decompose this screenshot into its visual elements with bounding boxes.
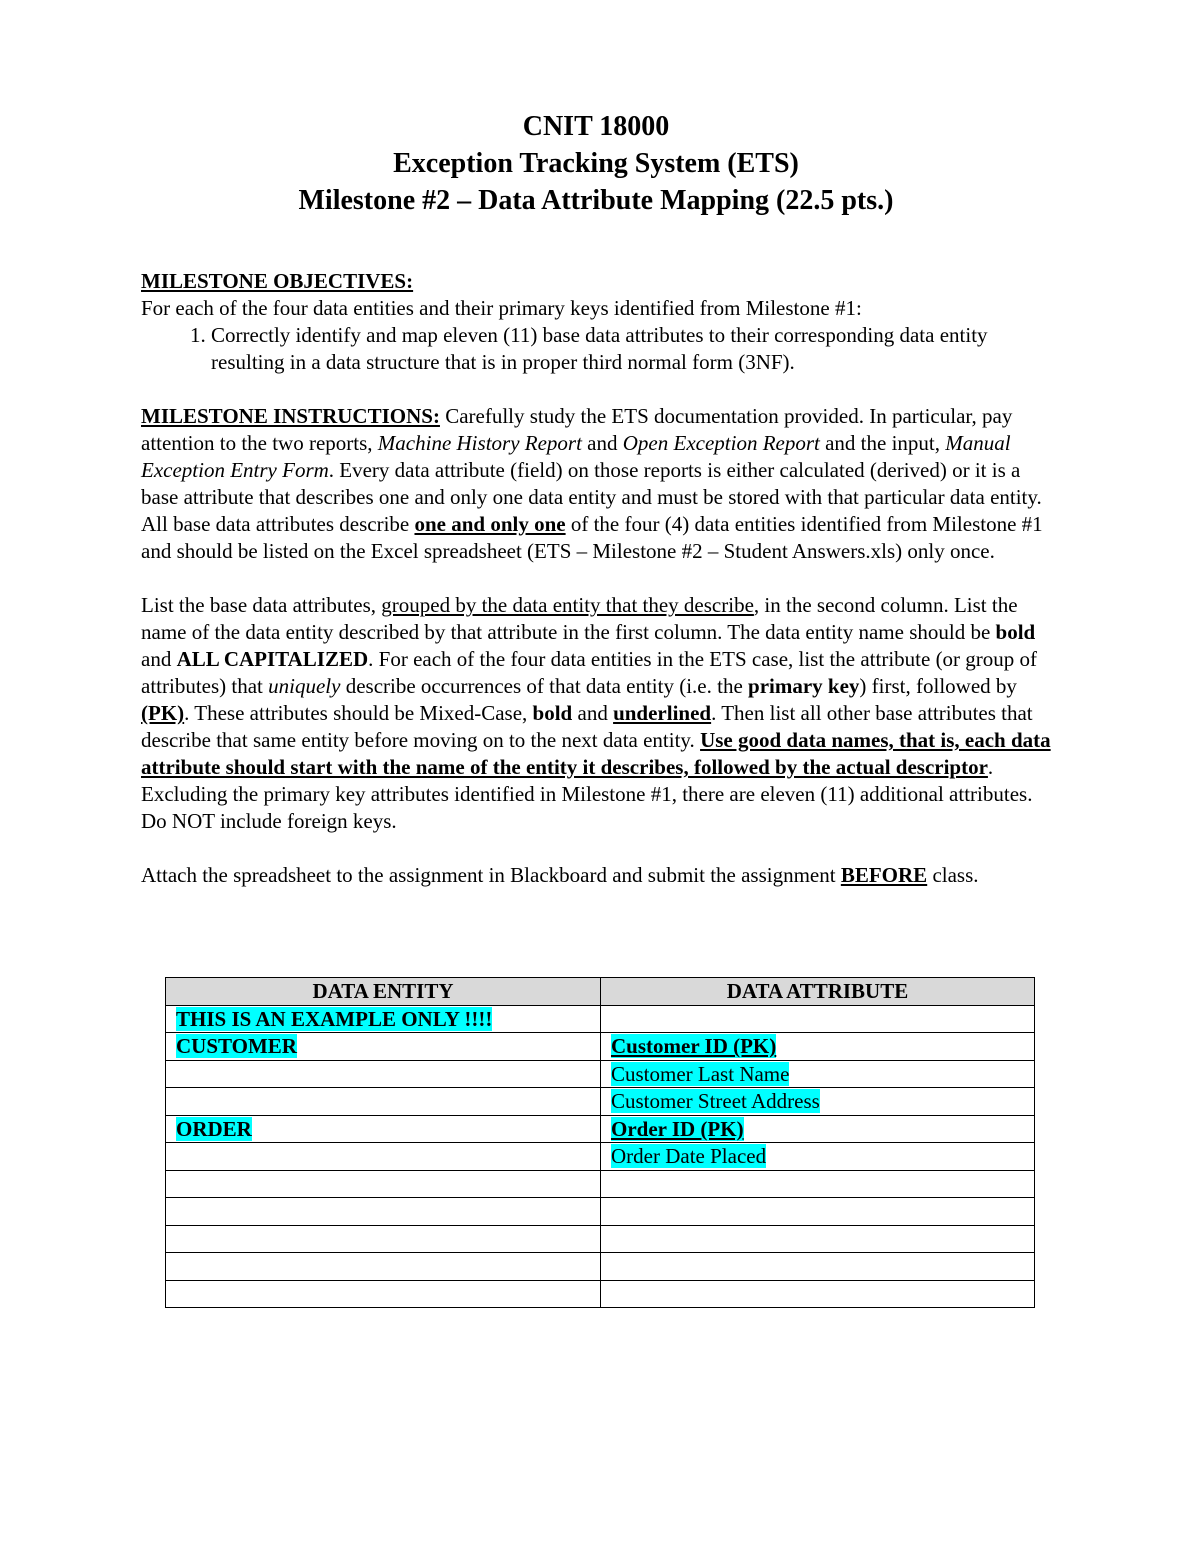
attribute-cell-text: Customer Last Name [611, 1061, 790, 1086]
table-body [166, 1005, 1035, 1308]
entity-cell [166, 1143, 601, 1171]
instructions-paragraph-3 [141, 862, 1061, 889]
attribute-cell [601, 1198, 1035, 1226]
objective-item: 1. Correctly identify and map eleven (11) base data attributes to their corresponding data entity resulting in a data structure that is in proper third normal form (3NF). [211, 322, 1061, 376]
table-row [166, 1005, 1035, 1033]
instructions-paragraph-1 [141, 403, 1061, 565]
instructions-text: and [572, 701, 614, 725]
entity-cell [166, 1033, 601, 1061]
instructions-text: . Then list all other base attributes that describe that same entity before moving on to the next data entity. [141, 701, 1033, 752]
attribute-cell-text: Order Date Placed [611, 1144, 767, 1169]
emphasis-text: underlined [613, 701, 712, 725]
attribute-cell [601, 1115, 1035, 1143]
entity-cell [166, 1088, 601, 1116]
instructions-text: and the input, [819, 431, 946, 455]
emphasis-text: bold [995, 620, 1036, 644]
attribute-mapping-table [165, 977, 1035, 1308]
report-name: Machine History Report [377, 431, 582, 455]
instructions-text: of the four (4) data entities identified from Milestone #1 and should be listed on the Excel spreadsheet (ETS – Milestone #2 – Student Answers.xls) only once. [141, 512, 1043, 563]
attribute-cell [601, 1033, 1035, 1061]
objectives-intro: For each of the four data entities and their primary keys identified from Milestone #1: [141, 296, 862, 320]
entity-cell [166, 1225, 601, 1253]
entity-cell-text: THIS IS AN EXAMPLE ONLY !!!! [176, 1006, 493, 1031]
attribute-cell [601, 1225, 1035, 1253]
title-block [131, 108, 1061, 219]
table-row [166, 1170, 1035, 1198]
entity-cell [166, 1170, 601, 1198]
entity-cell [166, 1005, 601, 1033]
instructions-heading: MILESTONE INSTRUCTIONS: [141, 404, 440, 428]
column-header-attribute: DATA ATTRIBUTE [601, 978, 1035, 1006]
table-row [166, 1143, 1035, 1171]
attribute-cell-text: Customer ID (PK) [611, 1034, 777, 1059]
instructions-text: , in the second column. List the name of the data entity described by that attribute in the first column. The data entity name should be [141, 593, 1018, 644]
column-header-entity: DATA ENTITY [166, 978, 601, 1006]
instructions-text: . Every data attribute (field) on those reports is either calculated (derived) or it is a base attribute that describes one and only one data entity and must be stored with that particular data entity. All base data attributes describe [141, 458, 1042, 536]
instructions-text: Attach the spreadsheet to the assignment in Blackboard and submit the assignment [141, 863, 841, 887]
table-header-row [166, 978, 1035, 1006]
emphasis-text: uniquely [268, 674, 341, 698]
attribute-cell [601, 1060, 1035, 1088]
attribute-cell-text: Customer Street Address [611, 1089, 820, 1114]
entity-cell [166, 1060, 601, 1088]
table-row [166, 1033, 1035, 1061]
attribute-cell [601, 1253, 1035, 1281]
table-row [166, 1198, 1035, 1226]
report-name: Open Exception Report [622, 431, 820, 455]
milestone-title: Milestone #2 – Data Attribute Mapping (22.5 pts.) [298, 185, 894, 216]
course-title: CNIT 18000 [522, 111, 670, 142]
instructions-text: Carefully study the ETS documentation provided. In particular, pay attention to the two reports, [141, 404, 1013, 455]
emphasis-text: Use good data names, that is, each data attribute should start with the name of the entity it describes, followed by the actual descriptor [141, 728, 1051, 779]
entity-cell-text: CUSTOMER [176, 1034, 297, 1059]
table-row [166, 1088, 1035, 1116]
system-title: Exception Tracking System (ETS) [393, 148, 799, 179]
instructions-text: ) first, followed by [859, 674, 1017, 698]
instructions-text: and [581, 431, 623, 455]
table-row [166, 1280, 1035, 1308]
objectives-list [141, 322, 1061, 376]
emphasis-text: one and only one [414, 512, 566, 536]
entity-cell [166, 1198, 601, 1226]
instructions-text: describe occurrences of that data entity (i.e. the [340, 674, 749, 698]
entity-cell [166, 1115, 601, 1143]
form-name: Manual Exception Entry Form [141, 431, 1011, 482]
instructions-text: List the base data attributes, [141, 593, 382, 617]
table-row [166, 1253, 1035, 1281]
attribute-cell-text: Order ID (PK) [611, 1116, 744, 1141]
emphasis-text: grouped by the data entity that they describe [381, 593, 754, 617]
attribute-cell [601, 1005, 1035, 1033]
objectives-heading: MILESTONE OBJECTIVES: [141, 269, 414, 293]
entity-cell [166, 1280, 601, 1308]
emphasis-text: (PK) [141, 701, 185, 725]
emphasis-text: BEFORE [840, 863, 928, 887]
document-page [141, 108, 1061, 889]
instructions-text: . Excluding the primary key attributes identified in Milestone #1, there are eleven (11) additional attributes. Do NOT include foreign keys. [141, 755, 1033, 833]
table-row [166, 1225, 1035, 1253]
emphasis-text: primary key [748, 674, 860, 698]
instructions-paragraph-2 [141, 592, 1061, 835]
instructions-text: . For each of the four data entities in the ETS case, list the attribute (or group of attributes) that [141, 647, 1038, 698]
objectives-section [141, 268, 1061, 376]
instructions-text: and [141, 647, 177, 671]
emphasis-text: ALL CAPITALIZED [176, 647, 369, 671]
entity-cell [166, 1253, 601, 1281]
table-row [166, 1060, 1035, 1088]
attribute-cell [601, 1280, 1035, 1308]
attribute-cell [601, 1143, 1035, 1171]
instructions-text: . These attributes should be Mixed-Case, [184, 701, 533, 725]
table-row [166, 1115, 1035, 1143]
attribute-cell [601, 1170, 1035, 1198]
entity-cell-text: ORDER [176, 1116, 252, 1141]
instructions-text: class. [927, 863, 979, 887]
emphasis-text: bold [532, 701, 573, 725]
attribute-cell [601, 1088, 1035, 1116]
